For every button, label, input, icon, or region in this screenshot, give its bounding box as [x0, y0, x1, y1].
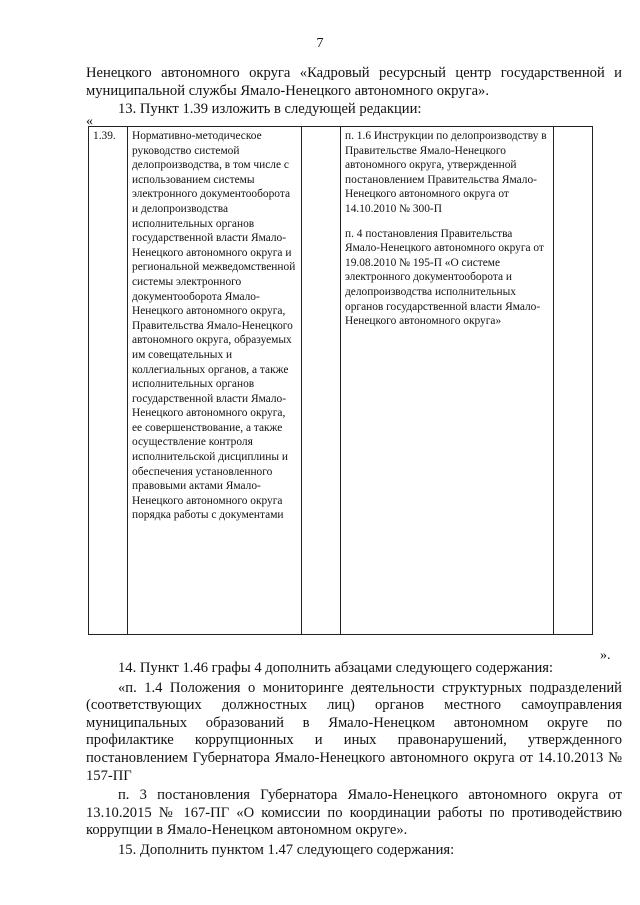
quote-close-mark: ».: [600, 648, 611, 663]
body-section: [86, 660, 622, 862]
paragraph-monitoring: «п. 1.4 Положения о мониторинге деятельности структурных подразделений (соответствующих должностных лиц) органов местного самоуправления муниципальных образований в Ямало-Ненецком автономном округе по профилактике коррупционных и иных правонарушений, утвержденного постановлением Губернатора Ямало-Ненецкого автономного округа от 14.10.2013 № 157-ПГ: [86, 679, 622, 784]
legal-basis-cell: [341, 127, 554, 635]
item-13-heading: 13. Пункт 1.39 изложить в следующей редакции:: [118, 101, 422, 117]
item-number-cell: 1.39.: [89, 127, 128, 635]
page-number: 7: [316, 36, 324, 51]
quote-open-mark: «: [86, 114, 93, 129]
item-description-cell: Нормативно-методическое руководство системой делопроизводства, в том числе с использованием системы электронного документооборота и делопроизводства исполнительных органов государственной власти Ямало-Ненецкого автономного округа и региональной межведомственной системы электронного документооборота Ямало-Ненецкого автономного округа, Правительства Ямало-Ненецкого автономного округа, образуемых им совещательных и коллегиальных органов, а также исполнительных органов государственной власти Ямало-Ненецкого автономного округа, ее совершенствование, а также осуществление контроля исполнительской дисциплины и обеспечения установленного правовыми актами Ямало-Ненецкого автономного округа порядка работы с документами: [128, 127, 302, 635]
table-row: [89, 127, 593, 635]
empty-cell: [554, 127, 593, 635]
empty-cell: [302, 127, 341, 635]
legal-basis-1: п. 1.6 Инструкции по делопроизводству в Правительстве Ямало-Ненецкого автономного округа, утвержденной постановлением Правительства Ямало-Ненецкого автономного округа от 14.10.2010 № 300-П: [345, 130, 547, 215]
item-14-heading: 14. Пункт 1.46 графы 4 дополнить абзацами следующего содержания:: [118, 660, 554, 676]
amendment-table: [88, 126, 593, 635]
legal-basis-2: п. 4 постановления Правительства Ямало-Ненецкого автономного округа от 19.08.2010 № 195-П «О системе электронного документооборота и делопроизводства исполнительных органов государственной власти Ямало-Ненецкого автономного округа»: [345, 227, 544, 328]
item-15-heading: 15. Дополнить пунктом 1.47 следующего содержания:: [118, 841, 455, 858]
intro-continuation: Ненецкого автономного округа «Кадровый ресурсный центр государственной и муниципальной службы Ямало-Ненецкого автономного округа».: [86, 65, 622, 99]
paragraph-commission: п. 3 постановления Губернатора Ямало-Ненецкого автономного округа от 13.10.2015 № 167-ПГ «О комиссии по координации работы по противодействию коррупции в Ямало-Ненецком автономном округе».: [86, 787, 622, 839]
intro-section: [86, 64, 622, 118]
